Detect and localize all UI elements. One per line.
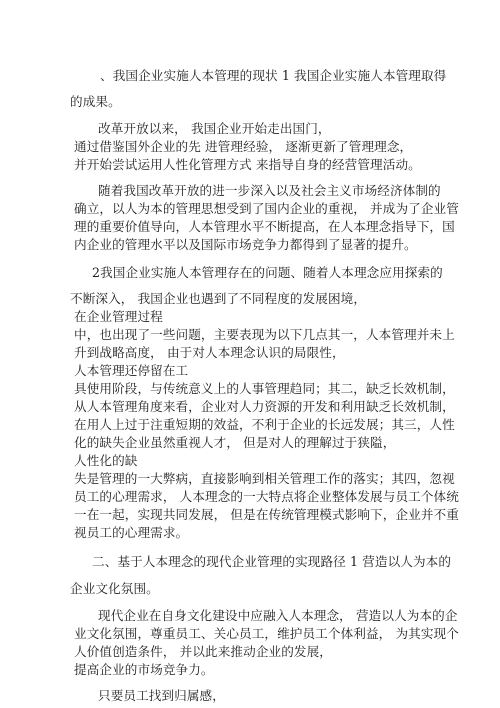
text-line: 人性化的缺 (74, 453, 138, 468)
section-heading: 、我国企业实施人本管理的现状 1 我国企业实施人本管理取得 (100, 68, 447, 83)
text-line: 从人本管理角度来看，企业对人力资源的开发和利用缺乏长效机制， (74, 399, 455, 414)
text-line: 化的缺失企业虽然重视人才， 但是对人的理解过于狭隘， (74, 435, 396, 450)
text-line: 在用人上过于注重短期的效益，不利于企业的长远发展；其三，人性 (74, 417, 455, 432)
section-heading: 二、基于人本理念的现代企业管理的实现路径 1 营造以人为本的 (92, 554, 452, 569)
text-line: 确立，以人为本的管理思想受到了国内企业的重视， 并成为了企业管 (74, 201, 459, 216)
text-line: 的成果。 (70, 94, 121, 109)
text-line: 一在一起，实现共同发展， 但是在传统管理模式影响下，企业并不重 (74, 507, 459, 522)
text-line: 业文化氛围，尊重员工、关心员工，维护员工个体利益， 为其实现个 (74, 626, 459, 641)
text-line: 内企业的管理水平以及国际市场竞争力都得到了显著的提升。 (74, 237, 417, 252)
text-line: 中，也出现了一些问题，主要表现为以下几点其一，人本管理并未上 (74, 327, 455, 342)
text-line: 随着我国改革开放的进一步深入以及社会主义市场经济体制的 (98, 183, 441, 198)
text-line: 改革开放以来， 我国企业开始走出国门， (98, 121, 331, 136)
text-line: 通过借鉴国外企业的先 进管理经验， 逐渐更新了管理理念， (74, 139, 413, 154)
text-line: 视员工的心理需求。 (74, 525, 189, 540)
text-line: 企业文化氛围。 (70, 581, 159, 596)
text-line: 并开始尝试运用人性化管理方式 来指导自身的经营管理活动。 (74, 157, 421, 172)
text-line: 只要员工找到归属感， (98, 688, 225, 703)
text-line: 员工的心理需求， 人本理念的一大特点将企业整体发展与员工个体统 (74, 489, 459, 504)
text-line: 理的重要价值导向，人本管理水平不断提高，在人本理念指导下，国 (74, 219, 455, 234)
text-line: 人价值创造条件， 并以此来推动企业的发展， (74, 644, 332, 659)
text-line: 人本管理还停留在工 (74, 363, 189, 378)
text-line: 现代企业在自身文化建设中应融入人本理念， 营造以人为本的企 (98, 608, 458, 623)
text-line: 不断深入， 我国企业也遇到了不同程度的发展困境， (70, 291, 367, 306)
text-line: 失是管理的一大弊病，直接影响到相关管理工作的落实；其四，忽视 (74, 471, 455, 486)
text-line: 在企业管理过程 (74, 309, 163, 324)
text-line: 升到战略高度， 由于对人本理念认识的局限性， (74, 345, 345, 360)
text-line: 具使用阶段，与传统意义上的人事管理趋同；其二，缺乏长效机制， (74, 381, 455, 396)
text-line: 提高企业的市场竞争力。 (74, 662, 214, 677)
section-heading: 2我国企业实施人本管理存在的问题、随着人本理念应用探索的 (92, 265, 443, 280)
